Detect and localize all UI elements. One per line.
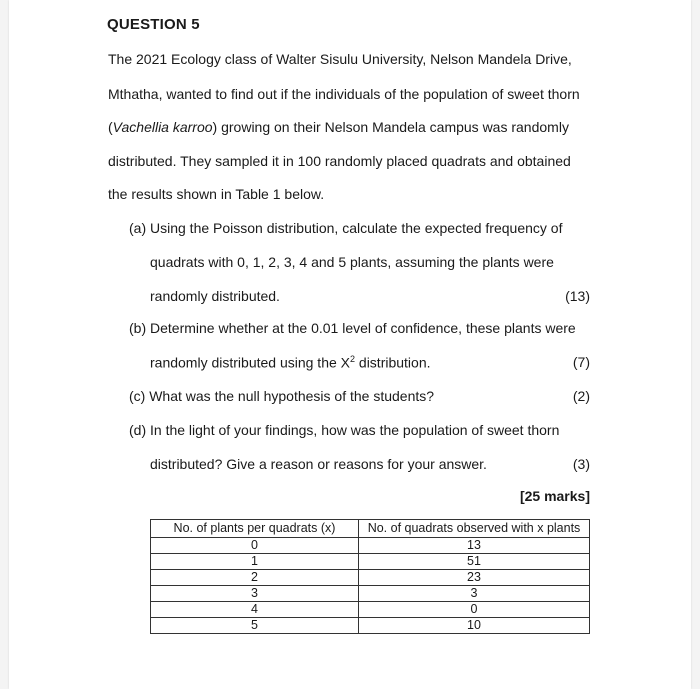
- cell-observed: 3: [359, 586, 590, 602]
- table-row: [151, 538, 590, 554]
- cell-x: 4: [151, 602, 359, 618]
- species-open-paren: (: [108, 119, 113, 135]
- intro-line-3: distributed. They sampled it in 100 randomly placed quadrats and obtained: [108, 153, 571, 169]
- intro-line-1: The 2021 Ecology class of Walter Sisulu University, Nelson Mandela Drive,: [108, 51, 572, 67]
- document-page: [9, 0, 691, 689]
- cell-x: 5: [151, 618, 359, 634]
- table-row: [151, 570, 590, 586]
- part-a-line-3: randomly distributed.: [150, 288, 280, 304]
- part-b-line-2: [150, 354, 431, 371]
- table-header-row: [151, 520, 590, 538]
- cell-x: 0: [151, 538, 359, 554]
- part-a-line-1: (a) Using the Poisson distribution, calculate the expected frequency of: [129, 220, 563, 236]
- cell-observed: 13: [359, 538, 590, 554]
- cell-observed: 0: [359, 602, 590, 618]
- total-marks: [25 marks]: [519, 488, 590, 504]
- header-plants-per-quadrat: No. of plants per quadrats (x): [151, 520, 359, 538]
- part-d-marks: (3): [572, 456, 590, 472]
- part-b-marks: (7): [572, 354, 590, 370]
- intro-line-4: the results shown in Table 1 below.: [108, 186, 325, 202]
- part-d-line-1: (d) In the light of your findings, how was the population of sweet thorn: [129, 422, 560, 438]
- part-d-line-2: distributed? Give a reason or reasons for your answer.: [150, 456, 487, 472]
- table-row: [151, 602, 590, 618]
- intro-line-2: Mthatha, wanted to find out if the individuals of the population of sweet thorn: [108, 86, 580, 102]
- part-b-superscript: 2: [350, 354, 356, 364]
- part-a-marks: (13): [565, 288, 590, 304]
- part-b-line-2-pre: randomly distributed using the X: [150, 354, 350, 371]
- header-quadrats-observed: No. of quadrats observed with x plants: [359, 520, 590, 538]
- part-a-line-2: quadrats with 0, 1, 2, 3, 4 and 5 plants, assuming the plants were: [150, 254, 554, 270]
- part-c-marks: (2): [572, 388, 590, 404]
- cell-observed: 23: [359, 570, 590, 586]
- table-row: [151, 554, 590, 570]
- table-row: [151, 618, 590, 634]
- cell-x: 1: [151, 554, 359, 570]
- question-title: QUESTION 5: [107, 16, 200, 33]
- table-row: [151, 586, 590, 602]
- cell-x: 2: [151, 570, 359, 586]
- cell-x: 3: [151, 586, 359, 602]
- intro-line-species: [108, 119, 569, 135]
- cell-observed: 10: [359, 618, 590, 634]
- species-name: Vachellia karroo: [112, 119, 213, 135]
- part-b-line-2-post: distribution.: [355, 354, 431, 371]
- species-line-rest: ) growing on their Nelson Mandela campus was randomly: [212, 119, 569, 135]
- cell-observed: 51: [359, 554, 590, 570]
- part-c-line-1: (c) What was the null hypothesis of the students?: [129, 388, 435, 404]
- part-b-line-1: (b) Determine whether at the 0.01 level of confidence, these plants were: [129, 320, 576, 336]
- data-table: [150, 519, 590, 634]
